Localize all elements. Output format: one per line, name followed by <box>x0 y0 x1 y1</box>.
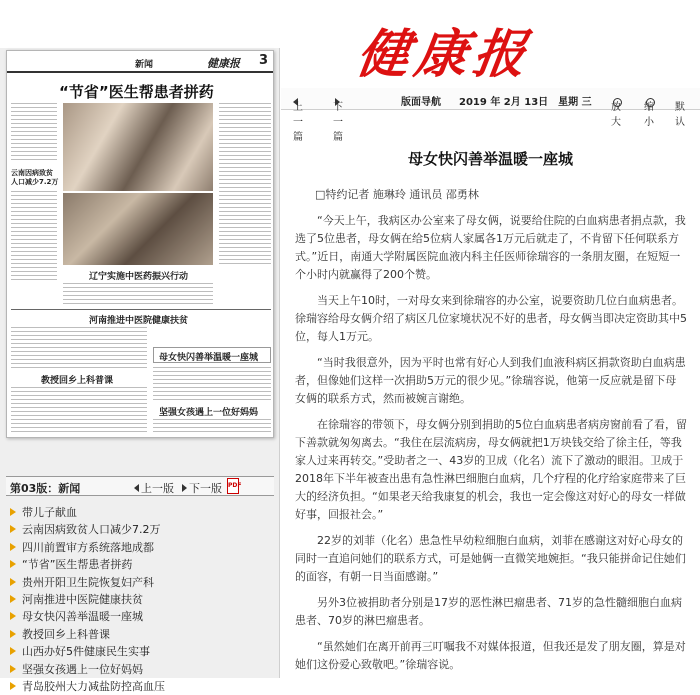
list-item[interactable]: 教授回乡上科普课 <box>10 626 274 643</box>
thumbnail-subheadline[interactable]: 坚强女孩遇上一位好妈妈 <box>159 408 259 418</box>
page-thumbnail[interactable] <box>6 50 274 438</box>
zoom-out-icon <box>646 98 655 107</box>
thumbnail-headline[interactable]: “节省”医生帮患者拼药 <box>59 83 214 101</box>
layout-nav-link[interactable]: 版面导航 <box>401 97 441 108</box>
prev-page-label: 上一版 <box>141 482 174 495</box>
list-item[interactable]: 河南推进中医院健康扶贫 <box>10 591 274 608</box>
thumbnail-subheadline[interactable]: 云南因病致贫人口减少7.2万 <box>11 169 59 186</box>
thumbnail-subheadline-active[interactable]: 母女快闪善举温暖一座城 <box>159 353 259 363</box>
thumbnail-photo-lower <box>63 193 213 265</box>
list-item[interactable]: 四川前置审方系统落地成都 <box>10 539 274 556</box>
article-byline: □特约记者 施琳玲 通讯员 邵勇林 <box>315 188 479 201</box>
article-paragraph: “当时我很意外，因为平时也常有好心人到我们血液科病区捐款资助白血病患者，但像她们这样一次捐助5万元的很少见。”徐瑞容说，他第一反应就是留下母女俩的联系方式，然而被婉言谢绝。 <box>295 356 686 405</box>
article-panel <box>281 88 700 678</box>
thumbnail-text-block <box>11 103 57 161</box>
bullet-icon <box>10 612 16 620</box>
article-paragraph: “虽然她们在离开前再三叮嘱我不对媒体报道，但我还是发了朋友圈，算是对她们这份爱心致敬吧。”徐瑞容说。 <box>295 640 686 671</box>
article-list <box>10 504 274 695</box>
page-panel <box>0 48 280 693</box>
thumbnail-logo: 健康报 <box>207 57 240 70</box>
list-item[interactable]: 母女快闪善举温暖一座城 <box>10 608 274 625</box>
bullet-icon <box>10 630 16 638</box>
thumbnail-subheadline[interactable]: 河南推进中医院健康扶贫 <box>89 316 189 326</box>
bullet-icon <box>10 560 16 568</box>
article-paragraph: “今天上午，我病区办公室来了母女俩，说要给住院的白血病患者捐点款，我选了5位患者，母女俩在给5位病人家属各1万元后就走了，不肯留下任何联系方式。”近日，南通大学附属医院血液内科主任医师徐瑞容的一条朋友圈，在短短一个小时内就赢得了200个赞。 <box>295 214 686 281</box>
page-nav-bar <box>6 476 274 496</box>
bullet-icon <box>10 682 16 690</box>
next-page-label: 下一版 <box>189 482 222 495</box>
bullet-icon <box>10 578 16 586</box>
thumbnail-subheadline[interactable]: 辽宁实施中医药振兴行动 <box>89 272 189 282</box>
bullet-icon <box>10 508 16 516</box>
arrow-right-icon <box>182 484 187 492</box>
article-title: 母女快闪善举温暖一座城 <box>407 150 573 168</box>
article-paragraph: 22岁的刘菲（化名）患急性早幼粒细胞白血病，刘菲在感谢这对好心母女的同时一直追问她们的联系方式，可是她俩一直微笑地婉拒。“我只能拼命记住她们的面容，有朝一日当面感谢。” <box>295 534 686 583</box>
issue-date: 2019 年 2月 13日 星期 三 <box>459 97 592 108</box>
thumbnail-text-block <box>11 327 147 369</box>
article-paragraph: 另外3位被捐助者分别是17岁的恶性淋巴瘤患者、71岁的急性髓细胞白血病患者、70岁的淋巴瘤患者。 <box>295 596 682 627</box>
article-paragraph: 在徐瑞容的带领下，母女俩分别到捐助的5位白血病患者病房窗前看了看，留下善款就匆匆离去。“我住在层流病房，母女俩就把1万块钱交给了徐主任，等我家人过来再转交。”受助者之一、43岁的卫成（化名）流下了激动的眼泪。卫成于2018年下半年被查出患有急性淋巴细胞白血病，几个疗程的化疗给家庭带来了巨大的经济负担。“如果老天给我康复的机会，我也一定会像这对好心的母女一样做好事，回报社会。” <box>295 418 687 521</box>
article-toolbar: 上一篇 下一篇 版面导航 2019 年 2月 13日 星期 三 放大 缩小 默认 <box>281 88 700 110</box>
arrow-left-icon <box>134 484 139 492</box>
arrow-right-icon <box>335 98 340 106</box>
thumbnail-photo <box>63 103 213 191</box>
bullet-icon <box>10 595 16 603</box>
next-page-link[interactable] <box>182 480 222 496</box>
thumbnail-header <box>7 51 273 73</box>
list-item[interactable]: “节省”医生帮患者拼药 <box>10 556 274 573</box>
bullet-icon <box>10 525 16 533</box>
list-item[interactable]: 带儿子献血 <box>10 504 274 521</box>
thumbnail-text-block <box>11 191 57 283</box>
list-item[interactable]: 坚强女孩遇上一位好妈妈 <box>10 661 274 678</box>
list-item[interactable]: 山西办好5件健康民生实事 <box>10 643 274 660</box>
thumbnail-text-block <box>219 103 271 265</box>
article-paragraph: 当天上午10时，一对母女来到徐瑞容的办公室，说要资助几位白血病患者。徐瑞容给母女俩介绍了病区几位家境状况不好的患者，母女俩当即决定资助其中5位，每人1万元。 <box>295 294 687 343</box>
thumbnail-text-block <box>11 387 147 435</box>
thumbnail-page-number: 3 <box>259 53 269 68</box>
bullet-icon <box>10 665 16 673</box>
list-item[interactable]: 贵州开阳卫生院恢复妇产科 <box>10 574 274 591</box>
thumbnail-text-block <box>153 419 271 435</box>
thumbnail-divider <box>11 309 271 310</box>
thumbnail-text-block <box>153 367 271 403</box>
article-body <box>295 212 687 682</box>
pdf-icon[interactable]: PDF <box>227 478 239 494</box>
current-page-label: 第03版：新闻 <box>10 482 81 495</box>
list-item[interactable]: 青岛胶州大力减盐防控高血压 <box>10 678 274 695</box>
thumbnail-section: 新闻 <box>135 60 154 70</box>
zoom-in-icon <box>613 98 622 107</box>
newspaper-logo: 健康报 <box>353 24 536 85</box>
list-item[interactable]: 云南因病致贫人口减少7.2万 <box>10 521 274 538</box>
prev-page-link[interactable] <box>134 480 174 496</box>
bullet-icon <box>10 543 16 551</box>
bullet-icon <box>10 647 16 655</box>
thumbnail-subheadline[interactable]: 教授回乡上科普课 <box>41 376 114 386</box>
thumbnail-text-block <box>63 283 213 305</box>
